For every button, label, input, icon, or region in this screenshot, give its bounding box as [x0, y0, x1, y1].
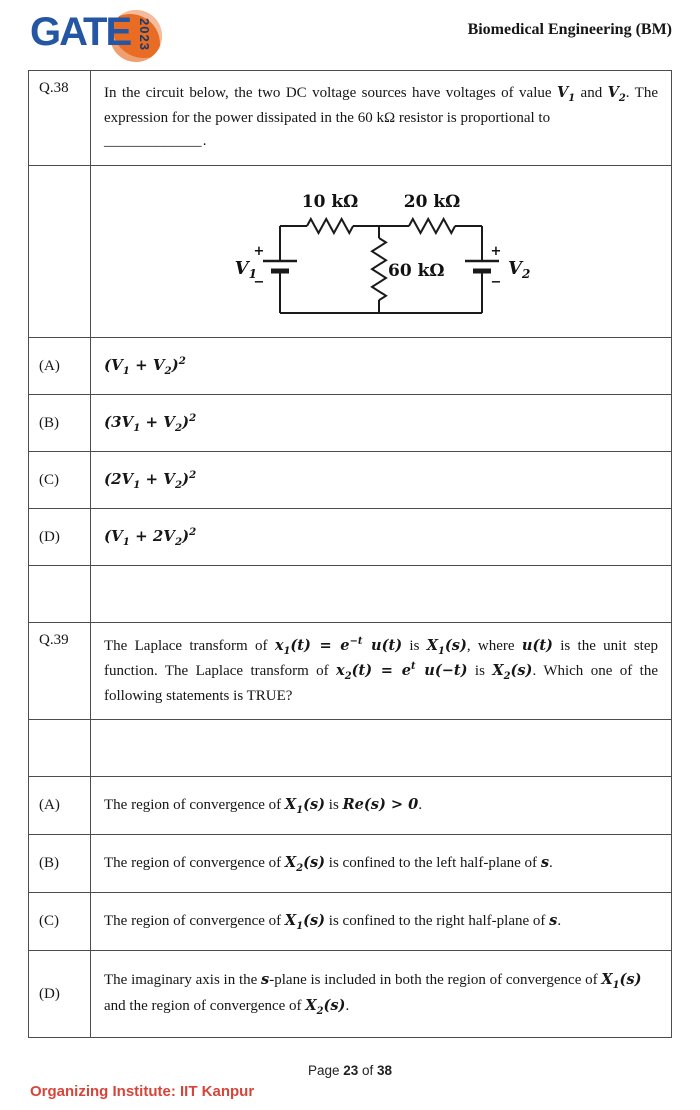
- q38-circuit-cell: [91, 166, 672, 338]
- q39-option-d-row: [29, 951, 672, 1038]
- resistor-10k-label: 10 kΩ: [301, 192, 359, 212]
- q39-option-d-label: (D): [29, 951, 91, 1038]
- q39-option-b-label: (B): [29, 835, 91, 893]
- gate-logo: [30, 6, 170, 62]
- resistor-10k: [307, 219, 353, 233]
- q39-option-c-row: [29, 893, 672, 951]
- q39-option-c-text: The region of convergence of $X_1(s)$ is confined to the right half-plane of s.: [91, 893, 672, 951]
- spacer-row: [29, 566, 672, 623]
- q38-option-d-row: [29, 509, 672, 566]
- resistor-60k-label: 60 kΩ: [388, 261, 445, 281]
- spacer-row: [29, 720, 672, 777]
- gate-logo-year: 2023: [137, 18, 152, 51]
- q38-question-text: In the circuit below, the two DC voltage sources have voltages of value $V_1$ and $V_2$. The expression for the power dissipated in the 60 kΩ resistor is proportional to _____________ .: [91, 71, 672, 166]
- subject-title: Biomedical Engineering (BM): [467, 21, 672, 38]
- q38-figure-label-cell: [29, 166, 91, 338]
- resistor-20k: [409, 219, 455, 233]
- v2-source-label: $V_2$: [508, 258, 531, 281]
- resistor-20k-label: 20 kΩ: [403, 192, 461, 212]
- q38-option-b-text: $(3V_1 + V_2)^2$: [91, 395, 672, 452]
- q38-option-a-label: (A): [29, 338, 91, 395]
- q39-option-b-row: [29, 835, 672, 893]
- v2-plus-sign: +: [490, 244, 502, 259]
- resistor-60k: [372, 238, 386, 300]
- question-table: [28, 70, 672, 1038]
- q39-question-row: [29, 623, 672, 720]
- q39-option-a-label: (A): [29, 777, 91, 835]
- q39-option-c-label: (C): [29, 893, 91, 951]
- q38-option-a-row: [29, 338, 672, 395]
- q38-option-c-label: (C): [29, 452, 91, 509]
- q38-option-b-row: [29, 395, 672, 452]
- q39-option-d-text: The imaginary axis in the s-plane is included in both the region of convergence of $X_1(s)$ and the region of convergence of $X_2(s)$.: [91, 951, 672, 1038]
- gate-logo-text: GATE: [30, 10, 131, 54]
- v1-plus-sign: +: [253, 244, 265, 259]
- q39-option-a-text: The region of convergence of $X_1(s)$ is Re(s) > 0.: [91, 777, 672, 835]
- q38-option-b-label: (B): [29, 395, 91, 452]
- q39-option-b-text: The region of convergence of $X_2(s)$ is confined to the left half-plane of s.: [91, 835, 672, 893]
- q38-option-a-text: $(V_1 + V_2)^2$: [91, 338, 672, 395]
- q38-question-row: [29, 71, 672, 166]
- q38-option-c-row: [29, 452, 672, 509]
- q38-figure-row: [29, 166, 672, 338]
- q38-option-d-text: $(V_1 + 2V_2)^2$: [91, 509, 672, 566]
- q39-option-a-row: [29, 777, 672, 835]
- v1-source-label: $V_1$: [234, 258, 257, 281]
- q38-option-c-text: $(2V_1 + V_2)^2$: [91, 452, 672, 509]
- q38-number: Q.38: [29, 71, 91, 166]
- v1-minus-sign: −: [253, 275, 265, 290]
- q39-question-text: The Laplace transform of $x_1(t) = e^{-t}$ u(t) is $X_1(s)$, where u(t) is the unit step function. The Laplace transform of $x_2(t) = e^t$ u(−t) is $X_2(s)$. Which one of the following statements is TRUE?: [91, 623, 672, 720]
- circuit-diagram: [229, 183, 569, 333]
- v2-minus-sign: −: [490, 275, 502, 290]
- page-number: Page 23 of 38: [307, 1063, 393, 1078]
- q39-number: Q.39: [29, 623, 91, 720]
- organizing-institute: Organizing Institute: IIT Kanpur: [30, 1083, 255, 1100]
- q38-option-d-label: (D): [29, 509, 91, 566]
